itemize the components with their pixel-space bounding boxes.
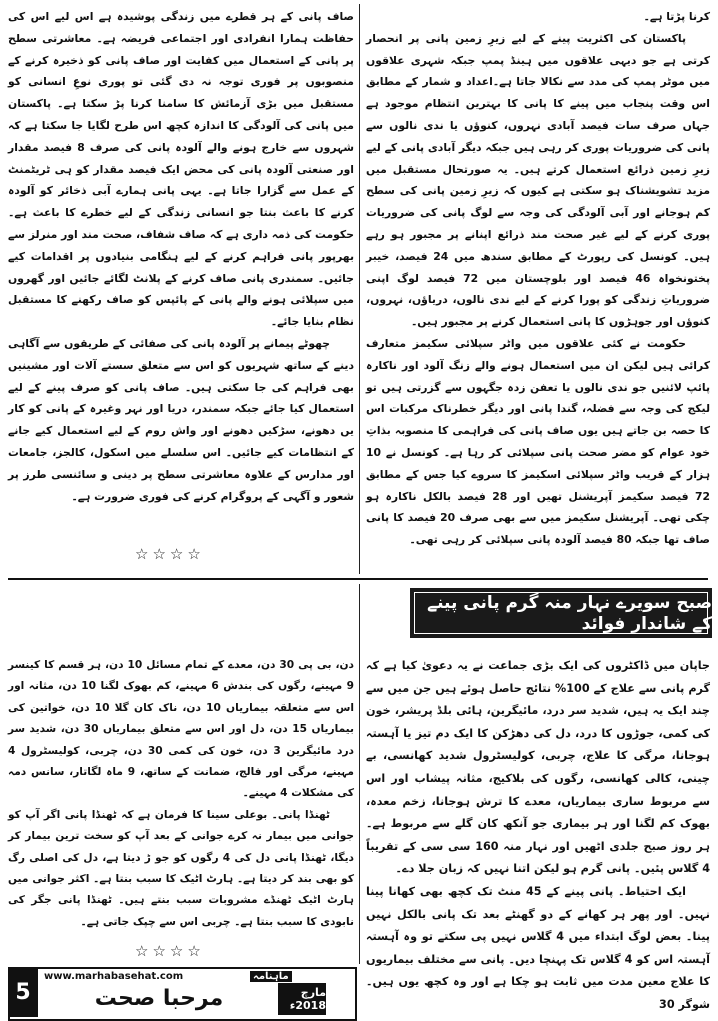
column-divider — [359, 4, 360, 574]
article-water-column-right — [366, 6, 710, 551]
article-water-column-left — [8, 6, 354, 507]
article-hot-water-column-right — [366, 655, 710, 1017]
paragraph: چھوٹے پیمانے پر آلودہ پانی کی صفائی کے طریقوں سے آگاہی دینے کے ساتھ شہریوں کو اس سے متعلق سستے آلات اور مشینیں بھی فراہم کی جا سکتی ہیں۔ صاف پانی کو صرف پینے کے لیے استعمال کیا جائے جبکہ سمندر، دریا اور نہر وغیرہ کے پانی کو کار یں دھونے، سڑکیں دھونے اور واش روم کے لیے استعمال کیے جانے کے انتظامات کیے جائیں۔ اس سلسلے میں اسکول، کالجز، جامعات اور مدارس کے علاوہ معاشرتی سطح پر دینی و سائنسی طرز پر شعور و آگہی کے پروگرام کرنے کی فوری ضرورت ہے۔ — [8, 336, 354, 503]
article-hot-water-column-left — [8, 655, 354, 933]
page-number: 5 — [8, 967, 38, 1017]
monthly-label: ماہنامہ — [250, 971, 292, 982]
section-divider — [8, 578, 708, 580]
magazine-title: مرحبا صحت — [94, 986, 224, 1011]
column-divider — [359, 584, 360, 964]
issue-date: مارچ 2018ء — [278, 983, 326, 1015]
paragraph: کرنا پڑتا ہے۔ — [643, 10, 710, 23]
paragraph: جاپان میں ڈاکٹروں کی ایک بڑی جماعت نے یہ دعویٰ کیا ہے کہ گرم پانی سے علاج کے 100% نتائج حاصل ہوئے ہیں جن میں سے چند ایک یہ ہیں، شدید سر درد، مائیگرین، ہائی بلڈ پریشر، خون کی کمی، جوڑوں کا درد، دل کی دھڑکن کا ایک دم تیز یا آہستہ ہوجانا، مرگی کا علاج، چربی، کولیسٹرول شدید کھانسی، بے چینی، کالی کھانسی، رگوں کی بلاکیج، مثانہ پیشاب اور اس سے مربوط ساری بیماریاں، معدے کا ترش ہوجانا، زخم معدہ، بھوک کم لگنا اور ہر بیماری جو آنکھ کان گلے سے مربوط ہے۔ ہر روز صبح جلدی اٹھیں اور نہار منہ 160 سی سی کے تقریباً 4 گلاس پئیں۔ پانی گرم ہو لیکن اتنا نہیں کہ زبان جلا دے۔ — [366, 659, 710, 876]
paragraph: پاکستان کی اکثریت پینے کے لیے زیرِ زمین پانی پر انحصار کرتی ہے جو دیہی علاقوں میں ہینڈ پمپ جبکہ شہری علاقوں میں موٹر پمپ کی مدد سے نکالا جاتا ہے۔اعداد و شمار کے مطابق اس وقت پنجاب میں پینے کا پانی کا بہترین انتظام موجود ہے جہاں صرف سات فیصد آبادی نہروں، کنوؤں یا ندی نالوں سے پانی کی ضروریات پوری کر رہی ہیں جبکہ دیگر آبادی پانی کے لیے زیرِ زمین ذرائع استعمال کرتے ہیں۔ یہ صورتحال مستقبل میں مزید تشویشناک ہو سکتی ہے کیوں کہ زیرِ زمین پانی کی سطح کم ہوجانے اور آبی آلودگی کی وجہ سے لوگ پانی کی ضروریات پوری کرنے کے لیے غیر صحت مند ذرائع اپنانے پر مجبور ہو رہے ہیں۔ کونسل کی رپورٹ کے مطابق سندھ میں 24 فیصد، خیبر پختونخواہ 46 فیصد اور بلوچستان میں 72 فیصد لوگ اپنی ضروریاتِ زندگی کو پورا کرنے کے لیے ندی نالوں، دریاؤں، نہروں، کنوؤں اور جوہڑوں کا پانی استعمال کرنے پر مجبور ہیں۔ — [366, 31, 710, 329]
paragraph: ایک احتیاط۔ پانی پینے کے 45 منٹ تک کچھ بھی کھانا پینا نہیں۔ اور پھر ہر کھانے کے دو گھنٹے بعد تک پانی بالکل نہیں پینا۔ بعض لوگ ابتداء میں 4 گلاس نہیں پی سکتے تو وہ آہستہ آہستہ اس کو 4 گلاس تک پہنچا دیں۔ پانی سے مختلف بیماریوں کا علاج معین مدت میں ثابت ہو چکا ہے اور وہ کچھ یوں ہیں۔ شوگر 30 — [366, 884, 710, 1011]
website-url: www.marhabasehat.com — [44, 971, 184, 982]
headline-text: صبح سویرے نہار منہ گرم پانی پینے کے شاندار فوائد — [427, 593, 712, 634]
paragraph: حکومت نے کئی علاقوں میں واٹر سپلائی سکیمز متعارف کرائی ہیں لیکن ان میں استعمال ہونے والے زنگ آلود اور ناکارہ پائپ لائنیں جو ندی نالوں یا تعفن زدہ جگہوں سے گزرتی ہیں تو لیکج کی وجہ سے فضلہ، گندا پانی اور دیگر خطرناک مرکبات اس کا حصہ بن جاتے ہیں یوں صاف پانی کی فراہمی کا منصوبہ بذاتِ خود عوام کو مضر صحت پانی سپلائی کر رہا ہے۔ کونسل نے 10 ہزار کے قریب واٹر سپلائی اسکیمز کا سروے کیا جس کے مطابق 72 فیصد سکیمز آپریشنل تھیں اور 28 فیصد بالکل ناکارہ ہو چکی تھی۔ آپریشنل سکیمز میں سے بھی صرف 20 فیصد کا پانی صاف تھا جبکہ 80 فیصد آلودہ پانی سپلائی کر رہی تھی۔ — [366, 336, 711, 547]
magazine-masthead — [8, 967, 357, 1021]
paragraph: صاف پانی کے ہر قطرے میں زندگی پوشیدہ ہے اس لیے اس کی حفاظت ہمارا انفرادی اور اجتماعی فریضہ ہے۔ معاشرتی سطح پر پانی کے استعمال میں کفایت اور صاف پانی کو ذخیرہ کرنے کے منصوبوں پر فوری توجہ نہ دی گئی تو پوری نوعِ انسانی کو مستقبل میں بڑی آزمائش کا سامنا کرنا پڑ سکتا ہے۔ پاکستان میں پانی کی آلودگی کا اندازہ کچھ اس طرح لگایا جا سکتا ہے کہ شہروں سے خارج ہونے والے آلودہ پانی کی صرف 8 فیصد مقدار اور صنعتی آلودہ پانی کی محض ایک فیصد مقدار کو ہی ٹریٹمنٹ کے عمل سے گزارا جاتا ہے۔ یہی پانی ہمارے آبی ذخائر کو آلودہ کرنے کا باعث بنتا جو انسانی زندگی کے لیے خطرے کا باعث ہے۔ حکومت کی ذمہ داری ہے کہ صاف شفاف، صحت مند اور منرلز سے بھرپور پانی فراہم کرنے کے لیے ہنگامی بنیادوں پر اقدامات کیے جائیں۔ سمندری پانی صاف کرنے کے پلانٹ لگائے جائیں اور گھروں میں سپلائی ہونے والے پانی کے پائپس کو صاف رکھنے کا مستقبل نظام بنایا جائے۔ — [8, 10, 354, 329]
section-end-stars: ☆☆☆☆ — [135, 942, 205, 960]
paragraph: ٹھنڈا پانی۔ بوعلی سینا کا فرمان ہے کہ ٹھنڈا پانی اگر آپ کو جوانی میں بیمار نہ کرے جوانی کے بعد آپ کو سخت ترین بیمار کر دیگا، ٹھنڈا پانی دل کی 4 رگوں کو جو ڑ دیتا ہے، دل کی اصلی رگ کو بھی بند کر دیتا ہے۔ ہارٹ اٹیک کا سبب بنتا ہے۔ اکثر جوانی میں ہارٹ اٹیک ٹھنڈے مشروبات سبب بنتے ہیں۔ ٹھنڈا پانی جگر کی نابودی کا سبب بنتا ہے۔ چربی اس سے چپک جاتی ہے۔ — [8, 808, 354, 928]
article-headline-banner — [410, 588, 712, 638]
section-end-stars: ☆☆☆☆ — [135, 545, 205, 563]
paragraph: دن، بی پی 30 دن، معدے کے تمام مسائل 10 دن، ہر قسم کا کینسر 9 مہینے، رگوں کی بندش 6 مہینے، کم بھوک لگنا 10 دن، مثانہ اور اس سے متعلقہ بیماریاں 10 دن، ناک کان گلا 10 دن، خواتین کی بیماریاں 15 دن، دل اور اس سے متعلق بیماریاں 30 دن، شدید سر درد مائیگرین 3 دن، خون کی کمی 30 دن، چربی، کولیسٹرول 4 مہینے، مرگی اور فالج، ضمانت کے ساتھ، 9 ماہ لگاتار، سانس دمہ کی مشکلات 4 مہینے۔ — [8, 659, 354, 800]
